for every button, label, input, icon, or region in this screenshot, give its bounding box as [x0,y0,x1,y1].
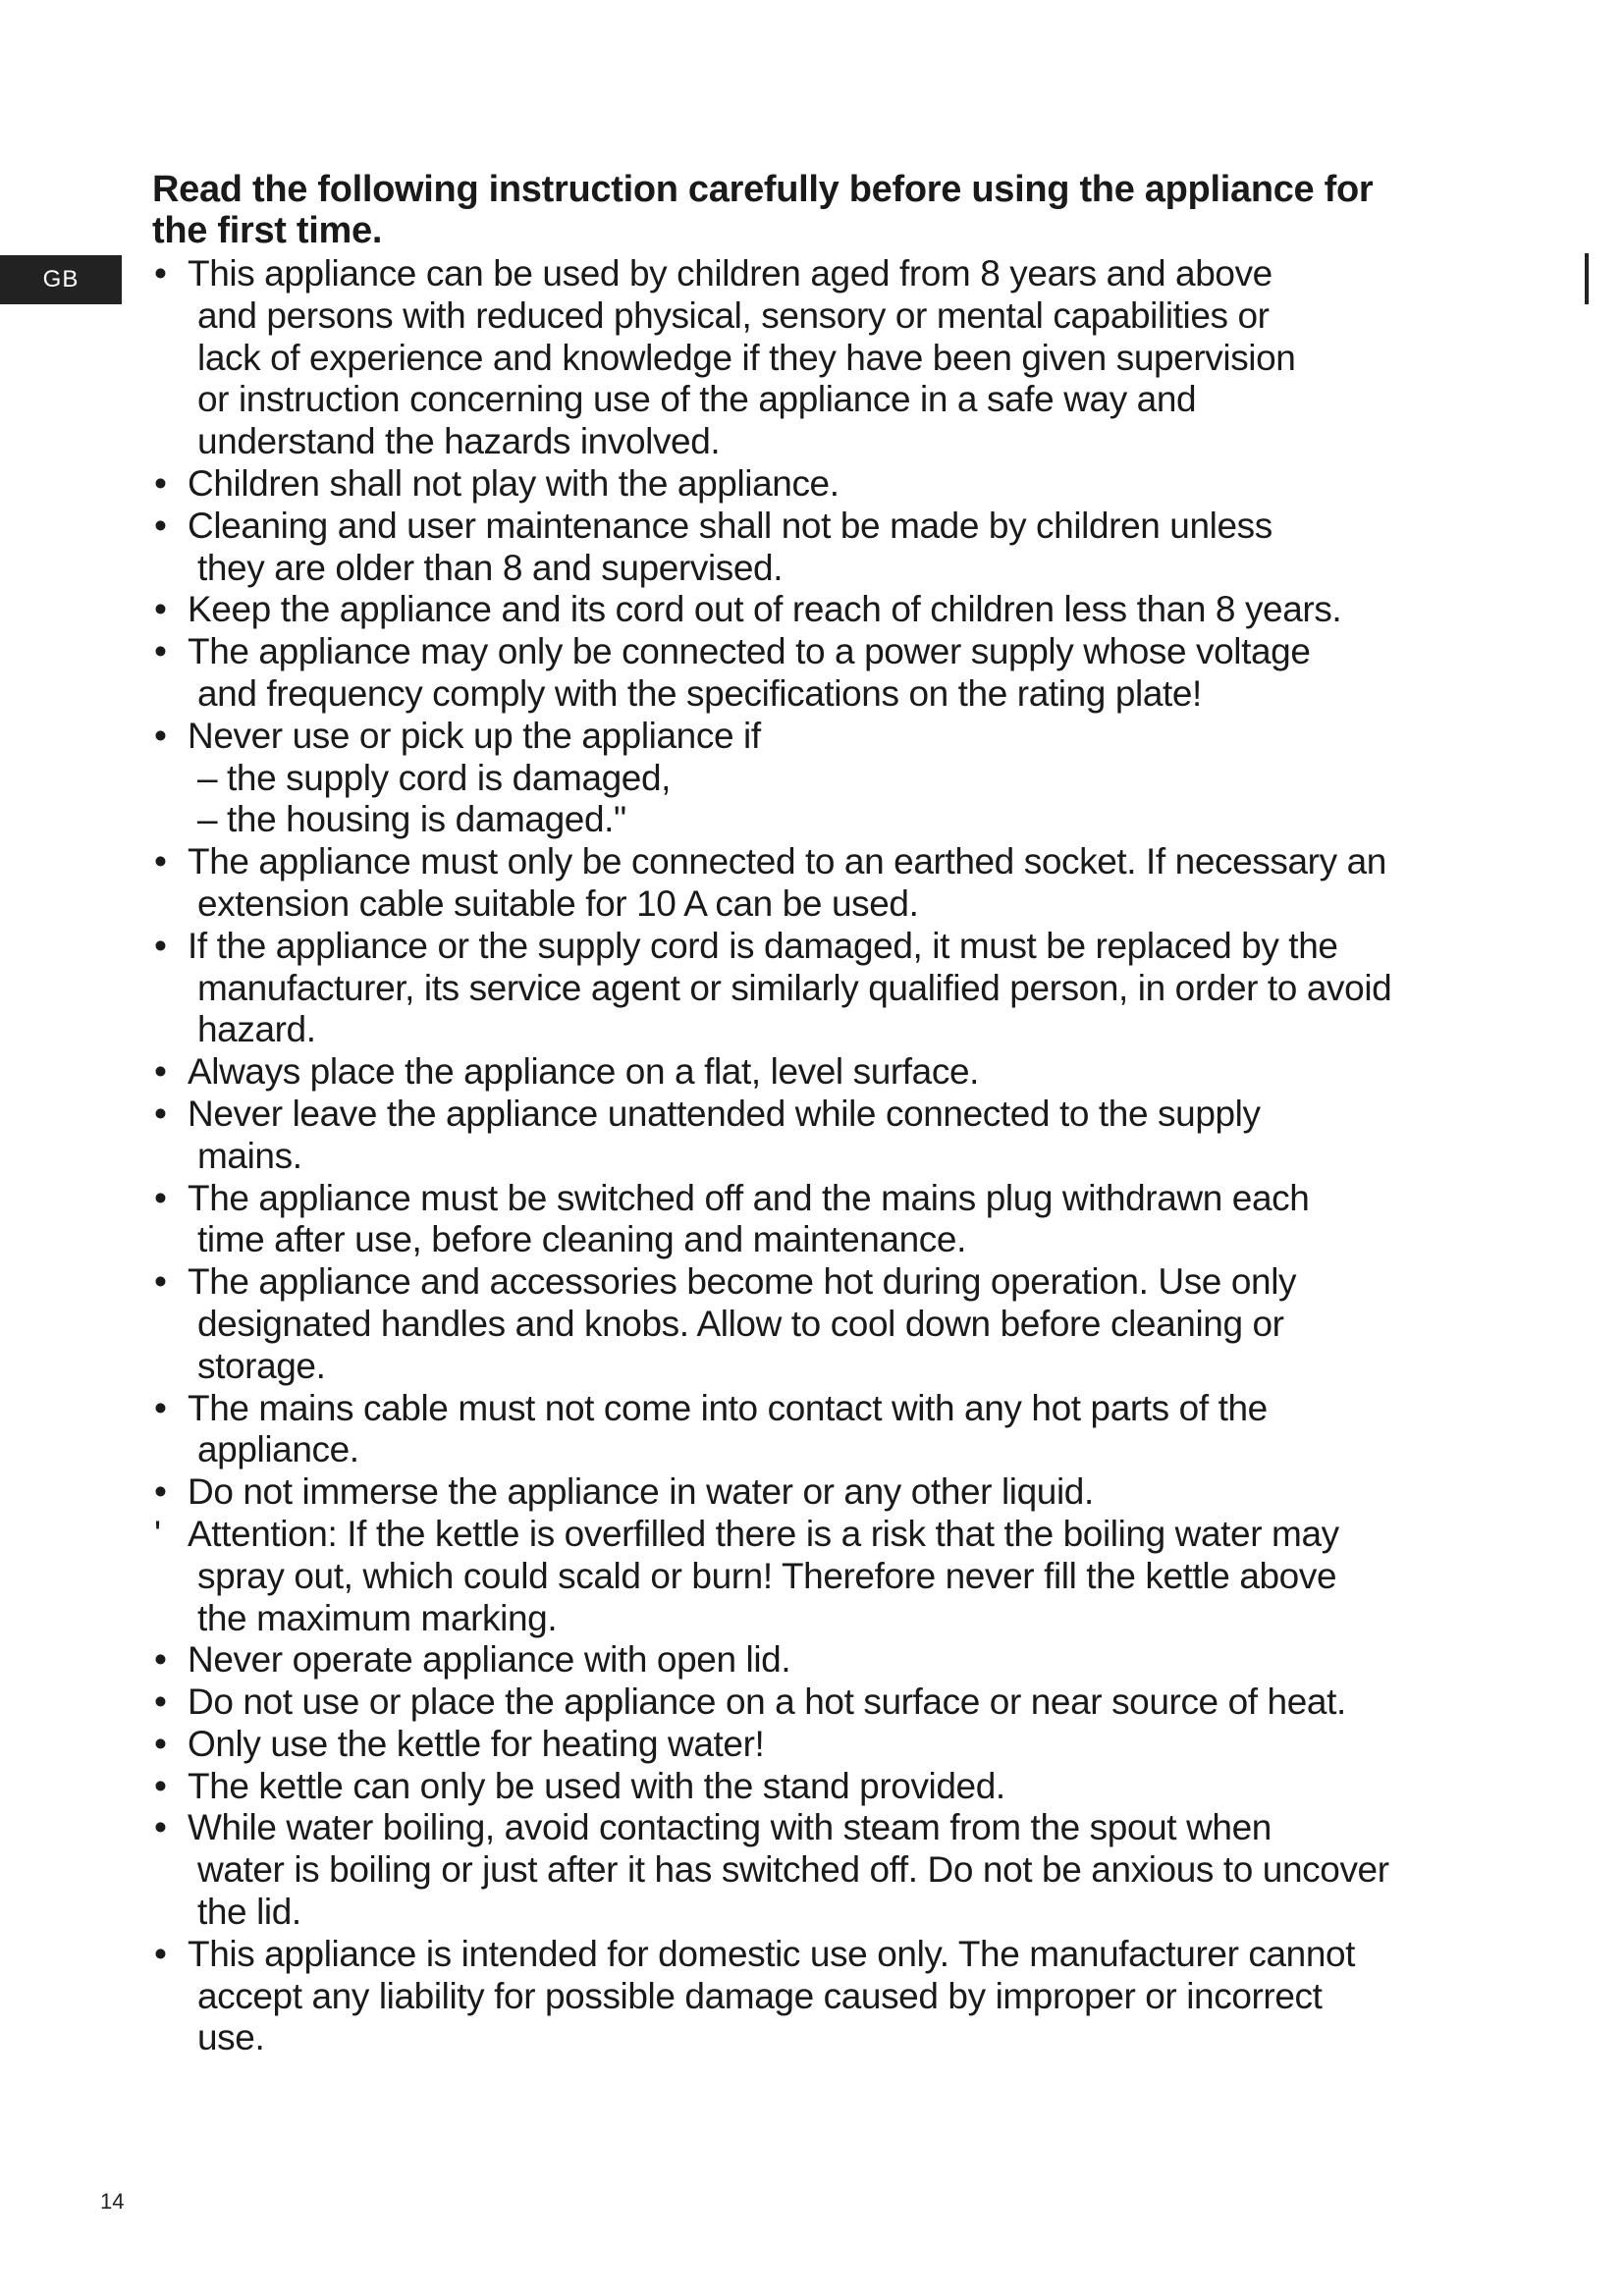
list-item [152,1682,1522,1724]
list-item [152,1094,1522,1178]
item-line: extension cable suitable for 10 A can be used. [197,882,919,924]
item-line: The kettle can only be used with the stand provided. [188,1765,1005,1806]
list-item [152,463,1522,506]
bullet-icon: • [154,1933,167,1974]
heading-line-2: the first time. [152,210,383,251]
item-line: The appliance must only be connected to an earthed socket. If necessary an [188,841,1386,882]
list-item [152,926,1522,1051]
bullet-icon: • [154,1765,167,1806]
list-item [152,253,1522,463]
list-item [152,631,1522,716]
instruction-list [152,253,1522,2059]
bullet-icon: • [154,1261,167,1303]
item-line: The appliance must be switched off and the mains plug withdrawn each [188,1177,1310,1218]
bullet-icon: • [154,1807,167,1848]
bullet-icon: • [154,253,167,294]
bullet-icon: • [154,1723,167,1764]
bullet-icon: • [154,505,167,546]
item-line: While water boiling, avoid contacting with steam from the spout when [188,1807,1272,1848]
safety-instructions [152,169,1522,2059]
bullet-icon: • [154,589,167,630]
list-item-attention [152,1514,1522,1639]
item-line: This appliance is intended for domestic use only. The manufacturer cannot [188,1933,1356,1974]
item-line: and frequency comply with the specifications on the rating plate! [197,672,1202,714]
item-subline: – the supply cord is damaged, [197,757,672,798]
item-line: the maximum marking. [197,1597,558,1638]
margin-rule [1585,253,1589,304]
item-line: Never leave the appliance unattended while connected to the supply [188,1093,1261,1134]
bullet-icon: • [154,1093,167,1134]
item-line: accept any liability for possible damage caused by improper or incorrect [197,1975,1323,2016]
bullet-icon: • [154,1051,167,1093]
list-item [152,1471,1522,1514]
item-line: or instruction concerning use of the appliance in a safe way and [197,379,1197,420]
page-number: 14 [100,2189,125,2214]
item-line: Do not immerse the appliance in water or any other liquid. [188,1471,1094,1513]
item-line: Keep the appliance and its cord out of reach of children less than 8 years. [188,589,1342,630]
bullet-icon: • [154,1471,167,1513]
item-line: storage. [197,1345,326,1386]
item-line: spray out, which could scald or burn! Therefore never fill the kettle above [197,1555,1337,1596]
item-line: understand the hazards involved. [197,421,721,462]
bullet-icon: • [154,631,167,672]
list-item [152,1051,1522,1094]
bullet-icon: • [154,1177,167,1218]
bullet-icon: • [154,1682,167,1723]
list-item [152,506,1522,590]
item-line: Children shall not play with the appliance. [188,462,839,504]
item-line: Do not use or place the appliance on a hot surface or near source of heat. [188,1682,1346,1723]
item-line: mains. [197,1135,302,1176]
list-item [152,841,1522,926]
bullet-icon: • [154,925,167,966]
item-line: Never operate appliance with open lid. [188,1639,791,1681]
list-item [152,1388,1522,1472]
language-tab: GB [0,255,122,304]
bullet-icon: • [154,841,167,882]
bullet-icon: • [154,462,167,504]
item-line: If the appliance or the supply cord is damaged, it must be replaced by the [188,925,1338,966]
item-line: Cleaning and user maintenance shall not be made by children unless [188,505,1272,546]
item-line: the lid. [197,1892,301,1933]
item-line: use. [197,2017,265,2058]
list-item [152,1261,1522,1387]
list-item [152,1807,1522,1933]
item-line: time after use, before cleaning and maintenance. [197,1219,966,1260]
item-line: Always place the appliance on a flat, level surface. [188,1051,980,1093]
item-subline: – the housing is damaged." [197,799,626,840]
list-item [152,589,1522,631]
item-line: Attention: If the kettle is overfilled there is a risk that the boiling water may [188,1513,1339,1554]
attention-mark-icon: ' [154,1513,161,1554]
list-item [152,1639,1522,1682]
item-line: manufacturer, its service agent or similarly qualified person, in order to avoid [197,967,1392,1008]
item-line: appliance. [197,1429,359,1470]
item-line: Only use the kettle for heating water! [188,1723,765,1764]
bullet-icon: • [154,715,167,756]
item-line: water is boiling or just after it has switched off. Do not be anxious to uncover [197,1849,1389,1891]
bullet-icon: • [154,1639,167,1681]
bullet-icon: • [154,1387,167,1428]
item-line: designated handles and knobs. Allow to cool down before cleaning or [197,1303,1284,1344]
list-item [152,1724,1522,1766]
item-line: This appliance can be used by children aged from 8 years and above [188,253,1272,294]
item-line: hazard. [197,1009,316,1050]
item-line: Never use or pick up the appliance if [188,715,761,756]
heading-line-1: Read the following instruction carefully before using the appliance for [152,169,1374,210]
page-heading [152,169,1522,251]
item-line: The appliance and accessories become hot during operation. Use only [188,1261,1297,1303]
item-line: The mains cable must not come into contact with any hot parts of the [188,1387,1268,1428]
item-line: lack of experience and knowledge if they have been given supervision [197,337,1296,378]
list-item [152,1934,1522,2059]
list-item [152,1766,1522,1808]
item-line: The appliance may only be connected to a power supply whose voltage [188,631,1311,672]
item-line: they are older than 8 and supervised. [197,547,784,588]
item-line: and persons with reduced physical, sensory or mental capabilities or [197,294,1270,336]
list-item [152,1178,1522,1262]
list-item [152,716,1522,841]
